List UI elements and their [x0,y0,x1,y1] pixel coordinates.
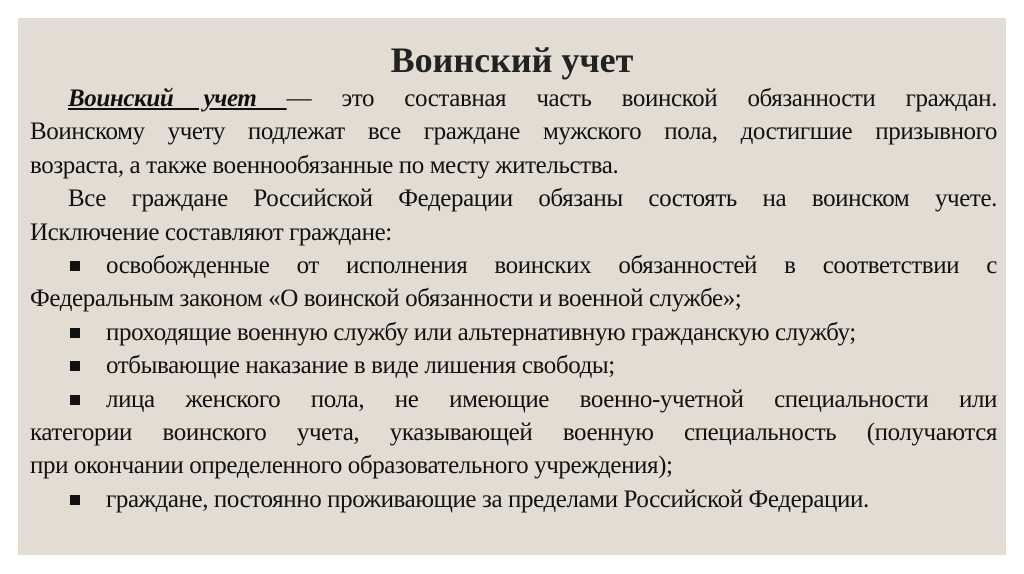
slide-title: Воинский учет [390,40,634,80]
term-highlight: Воинский учет [68,85,287,112]
bullet-item [30,316,997,349]
square-bullet-icon [70,495,80,505]
bullet-item [30,249,997,282]
square-bullet-icon [70,328,80,338]
slide-body [30,82,997,516]
bullet-continuation: Федеральным законом «О воинской обязанности и военной службе»; [30,285,742,313]
square-bullet-icon [70,395,80,405]
bullet-continuation: категории воинского учета, указывающей военную специальность (получаются [30,418,997,446]
paragraph-line: Воинскому учету подлежат все граждане мужского пола, достигшие призывного [30,118,997,146]
bullet-text: освобожденные от исполнения воинских обязанностей в соответствии с [106,251,997,279]
bullet-text: проходящие военную службу или альтернативную гражданскую службу; [106,318,856,346]
slide [18,18,1006,555]
paragraph-line: возраста, а также военнообязанные по месту жительства. [30,151,619,179]
paragraph-line: Все граждане Российской Федерации обязаны состоять на воинском учете. [68,185,997,213]
bullet-text: отбывающие наказание в виде лишения свободы; [106,352,615,380]
square-bullet-icon [70,261,80,271]
bullet-continuation: при окончании определенного образовательного учреждения); [30,452,673,480]
definition-text: — это составная часть воинской обязанности граждан. [286,85,997,112]
paragraph-line: Исключение составляют граждане: [30,218,392,246]
bullet-text: лица женского пола, не имеющие военно-учетной специальности или [106,385,997,413]
bullet-item [30,483,997,516]
paragraph-line [30,82,997,115]
square-bullet-icon [70,361,80,371]
bullet-item [30,383,997,416]
bullet-item [30,349,997,382]
bullet-text: граждане, постоянно проживающие за пределами Российской Федерации. [106,485,869,513]
